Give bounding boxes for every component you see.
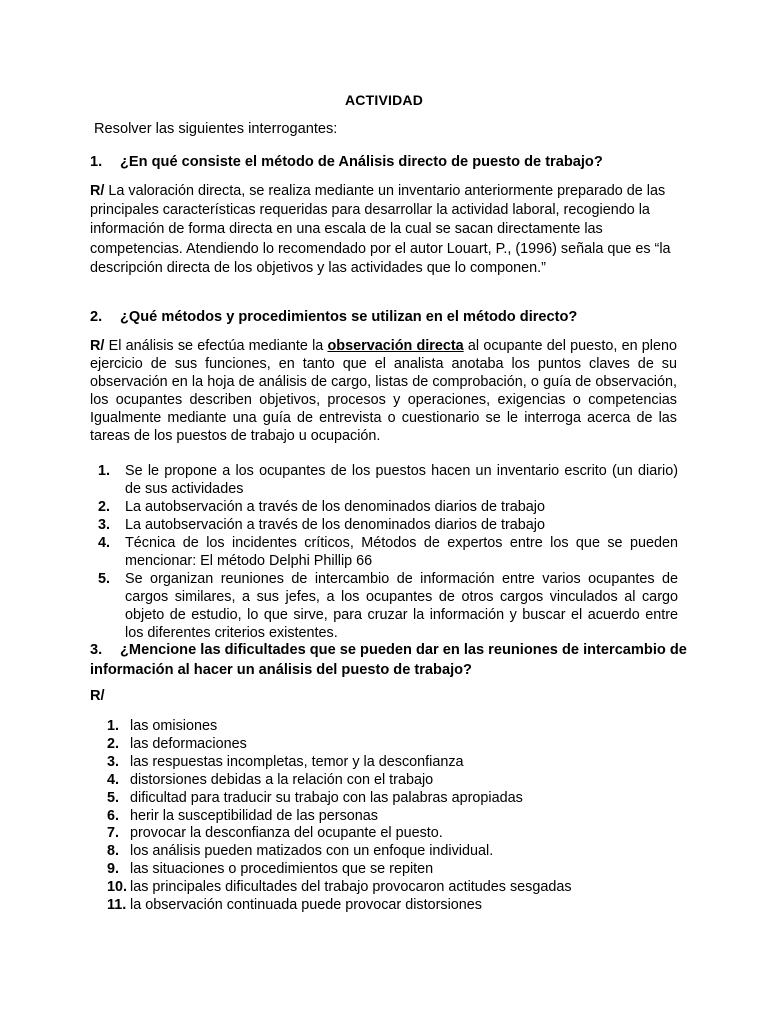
list-item [107, 718, 687, 736]
list-item-number: 3. [98, 517, 111, 533]
question-3-text: ¿Mencione las dificultades que se pueden dar en las reuniones de intercambio de información al hacer un análisis del puesto de trabajo? [90, 642, 687, 678]
list-item-text: las principales dificultades del trabajo provocaron actitudes sesgadas [130, 879, 572, 896]
list-item-number: 6. [107, 807, 120, 824]
list-item-text: herir la susceptibilidad de las personas [130, 807, 378, 824]
list-item-number: 4. [98, 535, 111, 551]
list-item-text: Se le propone a los ocupantes de los puestos hacen un inventario escrito (un diario) de sus actividades [125, 463, 678, 497]
list-item [107, 897, 687, 915]
list-item [107, 790, 687, 808]
list-item-number: 3. [107, 753, 120, 770]
answer-2-highlight: observación directa [327, 338, 464, 354]
list-item [98, 498, 678, 516]
list-item [107, 843, 687, 861]
list-item-number: 11. [107, 897, 127, 914]
list-item-text: distorsiones debidas a la relación con el trabajo [130, 771, 434, 788]
list-item-text: Técnica de los incidentes críticos, Métodos de expertos entre los que se pueden mencionar: El método Delphi Phillip 66 [125, 535, 678, 569]
list-item-number: 9. [107, 861, 120, 878]
list-item [107, 879, 687, 897]
list-item [107, 736, 687, 754]
list-item-number: 8. [107, 843, 120, 860]
list-item [107, 772, 687, 790]
document-title: ACTIVIDAD [344, 92, 424, 108]
answer-2 [90, 337, 677, 445]
question-1 [90, 153, 690, 172]
list-item-number: 5. [107, 789, 120, 806]
question-1-text: ¿En qué consiste el método de Análisis directo de puesto de trabajo? [120, 154, 603, 170]
list-item-number: 2. [98, 499, 111, 515]
question-1-number: 1. [90, 154, 103, 170]
answer-2-label: R/ [90, 338, 105, 354]
question-2-number: 2. [90, 309, 103, 325]
list-item [107, 861, 687, 879]
list-item [98, 534, 678, 570]
list-item-text: dificultad para traducir su trabajo con las palabras apropiadas [130, 789, 523, 806]
list-item-text: La autobservación a través de los denominados diarios de trabajo [125, 517, 545, 533]
answer-1-text: La valoración directa, se realiza mediante un inventario anteriormente preparado de las principales características requeridas para desarrollar la actividad laboral, recogiendo la información de forma directa en una escala de la cual se sacan directamente las competencias. Atendiendo lo recomendado por el autor Louart, P., (1996) señala que es “la descripción directa de los objetivos y las actividades que lo componen.” [90, 183, 671, 276]
list-item [98, 570, 678, 642]
list-item-number: 1. [98, 463, 111, 479]
answer-2-text-before: El análisis se efectúa mediante la [104, 338, 328, 354]
list-item-number: 5. [98, 571, 111, 587]
list-item [98, 462, 678, 498]
list-item-number: 4. [107, 771, 120, 788]
list-item-number: 7. [107, 825, 120, 842]
methods-list [98, 462, 678, 642]
list-item [107, 754, 687, 772]
list-item [107, 825, 687, 843]
list-item-number: 1. [107, 718, 120, 734]
answer-1 [90, 182, 680, 278]
list-item-text: los análisis pueden matizados con un enfoque individual. [130, 843, 494, 860]
list-item-text: las deformaciones [130, 735, 247, 752]
list-item-text: la observación continuada puede provocar distorsiones [130, 897, 482, 914]
list-item-text: las situaciones o procedimientos que se repiten [130, 861, 434, 878]
list-item-text: Se organizan reuniones de intercambio de información entre varios ocupantes de cargos similares, a sus jefes, a los ocupantes de otros cargos vinculados al cargo objeto de estudio, lo que sirve, para cruzar la información y buscar el acuerdo entre los diferentes criterios existentes. [125, 571, 678, 641]
list-item-number: 10. [107, 879, 128, 896]
question-2 [90, 308, 690, 327]
difficulties-list [107, 718, 687, 915]
answer-3-label: R/ [90, 688, 105, 704]
answer-1-label: R/ [90, 183, 105, 199]
list-item-text: La autobservación a través de los denominados diarios de trabajo [125, 499, 545, 515]
list-item-text: provocar la desconfianza del ocupante el puesto. [130, 825, 443, 842]
list-item [98, 516, 678, 534]
list-item-text: las respuestas incompletas, temor y la desconfianza [130, 753, 464, 770]
question-2-text: ¿Qué métodos y procedimientos se utilizan en el método directo? [120, 309, 578, 325]
question-3 [90, 640, 690, 680]
list-item-number: 2. [107, 735, 120, 752]
question-3-number: 3. [90, 642, 103, 658]
list-item-text: las omisiones [130, 718, 218, 734]
intro-text: Resolver las siguientes interrogantes: [94, 121, 338, 137]
list-item [107, 808, 687, 826]
answer-2-text-after: al ocupante del puesto, en pleno ejercicio de sus funciones, en tanto que el analista anotaba los puntos claves de su observación en la hoja de análisis de cargo, listas de comprobación, o guía de observación, los ocupantes describen objetivos, procesos y operaciones, exigencias o competencias Igualmente mediante una guía de entrevista o cuestionario se le interroga acerca de las tareas de los puestos de trabajo u ocupación. [90, 338, 678, 444]
